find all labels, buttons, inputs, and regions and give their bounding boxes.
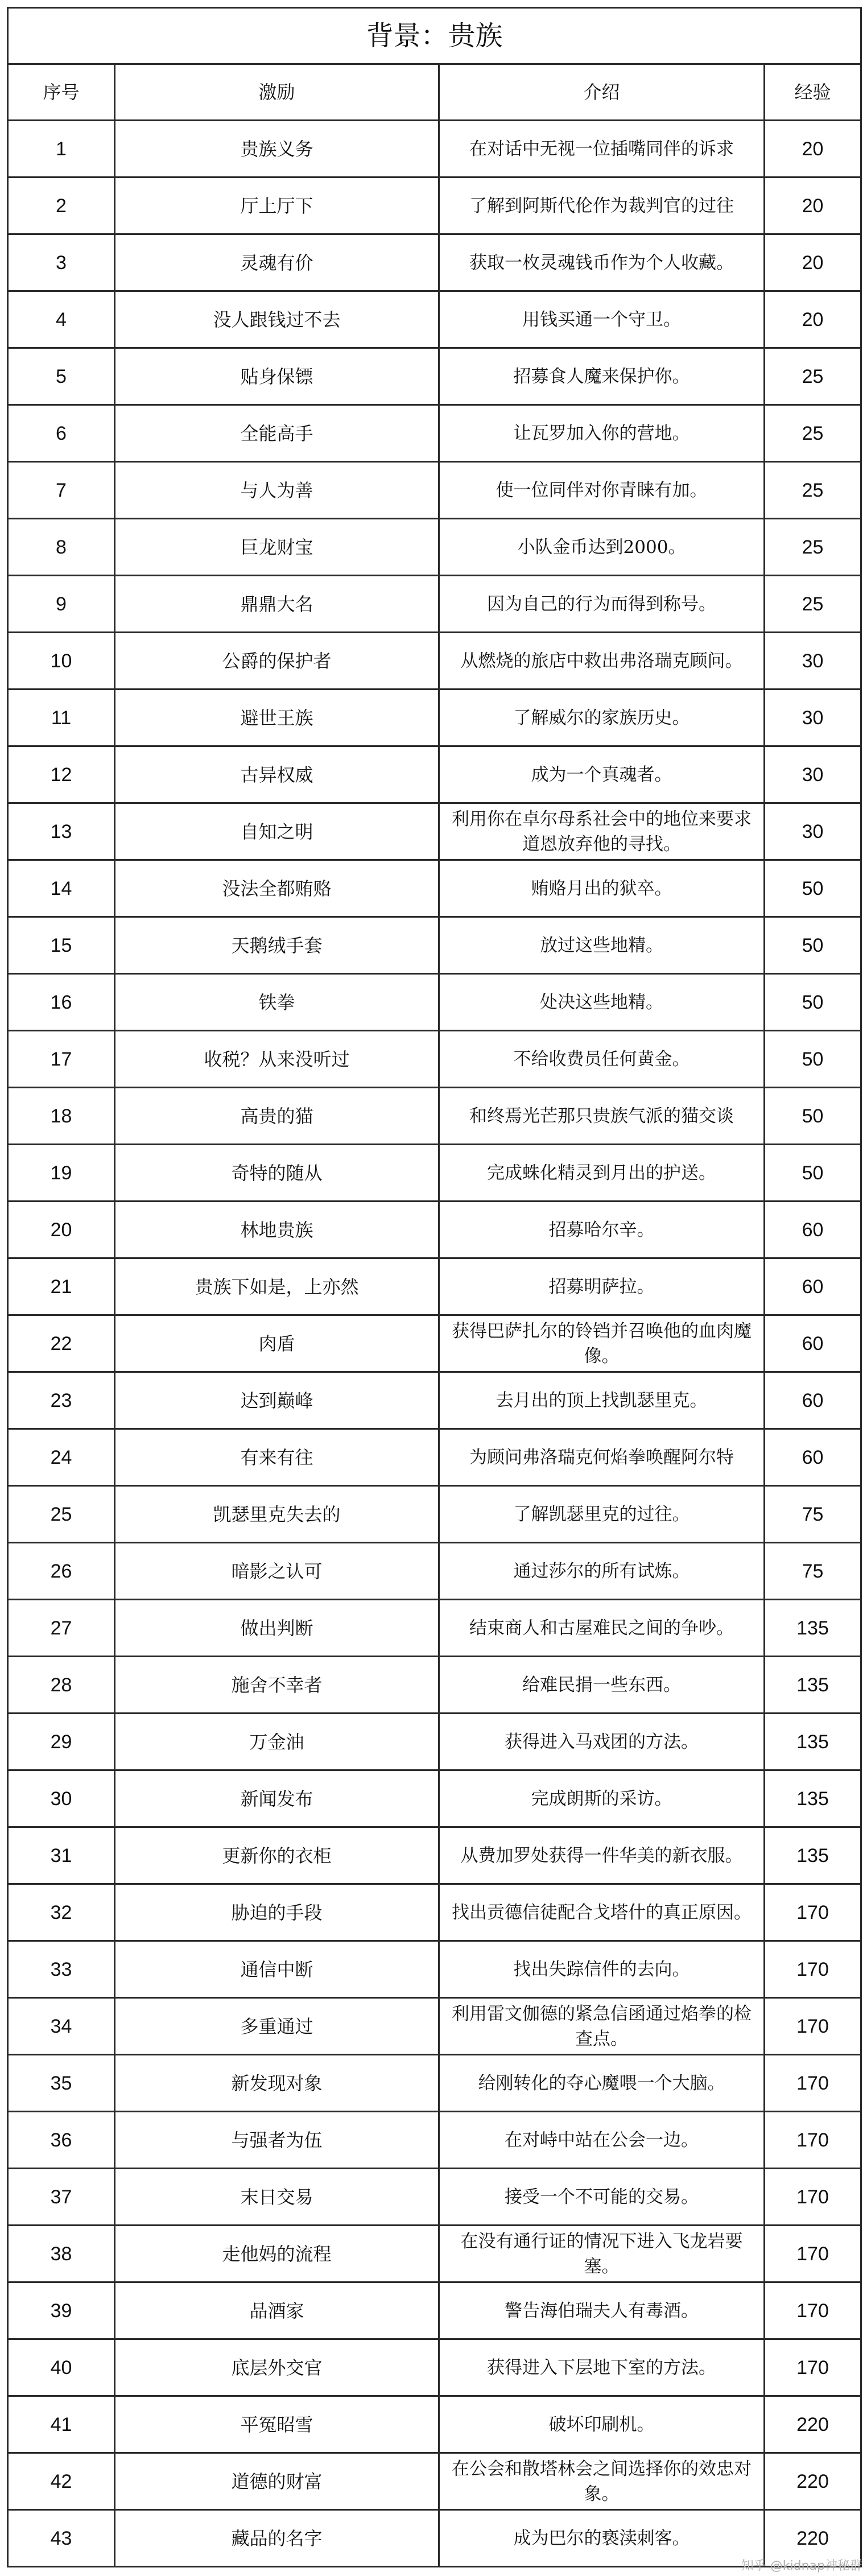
row-index: 27 [8,1600,115,1657]
row-index: 6 [8,405,115,462]
row-motivation: 奇特的随从 [115,1145,439,1202]
row-motivation: 高贵的猫 [115,1088,439,1145]
table-row [8,462,861,519]
row-motivation: 道德的财富 [115,2453,439,2510]
row-description: 使一位同伴对你青睐有加。 [439,462,765,519]
table-row [8,1770,861,1827]
row-experience: 50 [765,1088,861,1145]
row-index: 25 [8,1486,115,1543]
row-description: 和终焉光芒那只贵族气派的猫交谈 [439,1088,765,1145]
row-description: 通过莎尔的所有试炼。 [439,1543,765,1600]
table-title: 背景：贵族 [8,8,861,64]
row-experience: 220 [765,2396,861,2453]
row-index: 34 [8,1998,115,2055]
row-index: 24 [8,1429,115,1486]
row-description: 了解凯瑟里克的过往。 [439,1486,765,1543]
table-row [8,917,861,974]
row-experience: 60 [765,1202,861,1258]
row-index: 36 [8,2112,115,2169]
row-description: 找出贡德信徒配合戈塔什的真正原因。 [439,1884,765,1941]
row-index: 21 [8,1258,115,1315]
table-row [8,1429,861,1486]
table-row [8,2510,861,2567]
row-motivation: 贴身保镖 [115,348,439,405]
row-motivation: 新闻发布 [115,1770,439,1827]
row-index: 28 [8,1657,115,1714]
row-experience: 25 [765,462,861,519]
row-experience: 20 [765,177,861,234]
row-motivation: 天鹅绒手套 [115,917,439,974]
row-experience: 50 [765,974,861,1031]
row-experience: 25 [765,405,861,462]
row-experience: 60 [765,1429,861,1486]
table-row [8,1486,861,1543]
row-experience: 50 [765,917,861,974]
row-motivation: 古异权威 [115,746,439,803]
table-row [8,1145,861,1202]
row-description: 完成蛛化精灵到月出的护送。 [439,1145,765,1202]
row-description: 获得进入马戏团的方法。 [439,1714,765,1770]
table-row [8,1031,861,1088]
row-index: 42 [8,2453,115,2510]
row-index: 1 [8,121,115,177]
table-row [8,2112,861,2169]
row-index: 35 [8,2055,115,2112]
row-motivation: 万金油 [115,1714,439,1770]
row-index: 20 [8,1202,115,1258]
row-index: 3 [8,234,115,291]
row-motivation: 凯瑟里克失去的 [115,1486,439,1543]
row-index: 15 [8,917,115,974]
row-motivation: 巨龙财宝 [115,519,439,576]
row-experience: 60 [765,1315,861,1372]
row-index: 41 [8,2396,115,2453]
table-row [8,803,861,860]
row-index: 23 [8,1372,115,1429]
row-description: 小队金币达到2000。 [439,519,765,576]
table-row [8,291,861,348]
row-description: 获取一枚灵魂钱币作为个人收藏。 [439,234,765,291]
row-experience: 75 [765,1486,861,1543]
table-row [8,177,861,234]
row-motivation: 收税？从来没听过 [115,1031,439,1088]
table-row [8,633,861,690]
row-description: 招募明萨拉。 [439,1258,765,1315]
row-description: 因为自己的行为而得到称号。 [439,576,765,633]
row-index: 38 [8,2226,115,2282]
row-motivation: 全能高手 [115,405,439,462]
row-index: 22 [8,1315,115,1372]
row-experience: 135 [765,1714,861,1770]
table-row [8,121,861,177]
row-experience: 170 [765,2339,861,2396]
row-description: 利用雷文伽德的紧急信函通过焰拳的检查点。 [439,1998,765,2055]
row-description: 找出失踪信件的去向。 [439,1941,765,1998]
row-motivation: 胁迫的手段 [115,1884,439,1941]
row-description: 接受一个不可能的交易。 [439,2169,765,2226]
row-index: 4 [8,291,115,348]
table-row [8,1543,861,1600]
row-description: 不给收费员任何黄金。 [439,1031,765,1088]
header-row [8,64,861,121]
row-experience: 30 [765,633,861,690]
table-row [8,405,861,462]
row-experience: 220 [765,2510,861,2567]
row-motivation: 做出判断 [115,1600,439,1657]
row-motivation: 鼎鼎大名 [115,576,439,633]
row-description: 让瓦罗加入你的营地。 [439,405,765,462]
table-row [8,1714,861,1770]
row-motivation: 与强者为伍 [115,2112,439,2169]
row-motivation: 公爵的保护者 [115,633,439,690]
row-index: 16 [8,974,115,1031]
row-experience: 60 [765,1258,861,1315]
table-row [8,690,861,746]
row-experience: 170 [765,2282,861,2339]
row-motivation: 藏品的名字 [115,2510,439,2567]
row-motivation: 施舍不幸者 [115,1657,439,1714]
header-index: 序号 [8,64,115,121]
table-row [8,2339,861,2396]
row-description: 放过这些地精。 [439,917,765,974]
row-experience: 170 [765,2112,861,2169]
row-experience: 170 [765,2169,861,2226]
row-description: 从费加罗处获得一件华美的新衣服。 [439,1827,765,1884]
row-description: 为顾问弗洛瑞克何焰拳唤醒阿尔特 [439,1429,765,1486]
row-description: 警告海伯瑞夫人有毒酒。 [439,2282,765,2339]
row-index: 5 [8,348,115,405]
row-motivation: 避世王族 [115,690,439,746]
row-description: 获得进入下层地下室的方法。 [439,2339,765,2396]
table-row [8,576,861,633]
row-description: 用钱买通一个守卫。 [439,291,765,348]
row-index: 7 [8,462,115,519]
table-row [8,974,861,1031]
watermark-text: 知乎 @kidnap神秘群 [741,2559,862,2573]
row-experience: 135 [765,1600,861,1657]
row-index: 8 [8,519,115,576]
row-index: 37 [8,2169,115,2226]
row-experience: 220 [765,2453,861,2510]
table-row [8,348,861,405]
row-experience: 60 [765,1372,861,1429]
row-description: 在对话中无视一位插嘴同伴的诉求 [439,121,765,177]
row-description: 处决这些地精。 [439,974,765,1031]
row-experience: 50 [765,1145,861,1202]
row-description: 完成朗斯的采访。 [439,1770,765,1827]
table-row [8,1941,861,1998]
table-row [8,1088,861,1145]
row-description: 成为巴尔的亵渎刺客。 [439,2510,765,2567]
row-index: 12 [8,746,115,803]
row-experience: 25 [765,519,861,576]
row-experience: 170 [765,1998,861,2055]
row-experience: 30 [765,746,861,803]
table-row [8,2282,861,2339]
row-index: 31 [8,1827,115,1884]
table-row [8,1998,861,2055]
row-index: 11 [8,690,115,746]
table-row [8,1600,861,1657]
row-description: 利用你在卓尔母系社会中的地位来要求道恩放弃他的寻找。 [439,803,765,860]
row-description: 成为一个真魂者。 [439,746,765,803]
row-description: 破坏印刷机。 [439,2396,765,2453]
row-motivation: 灵魂有价 [115,234,439,291]
row-description: 招募哈尔辛。 [439,1202,765,1258]
row-motivation: 自知之明 [115,803,439,860]
row-description: 从燃烧的旅店中救出弗洛瑞克顾问。 [439,633,765,690]
data-sheet [7,7,860,2567]
row-motivation: 与人为善 [115,462,439,519]
row-experience: 170 [765,1941,861,1998]
row-experience: 170 [765,2226,861,2282]
row-motivation: 贵族下如是，上亦然 [115,1258,439,1315]
row-motivation: 没人跟钱过不去 [115,291,439,348]
row-experience: 20 [765,121,861,177]
row-experience: 50 [765,1031,861,1088]
table-row [8,2453,861,2510]
row-motivation: 品酒家 [115,2282,439,2339]
row-experience: 135 [765,1770,861,1827]
row-experience: 75 [765,1543,861,1600]
table-row [8,1884,861,1941]
row-index: 29 [8,1714,115,1770]
row-description: 在公会和散塔林会之间选择你的效忠对象。 [439,2453,765,2510]
row-index: 18 [8,1088,115,1145]
row-motivation: 通信中断 [115,1941,439,1998]
row-description: 了解威尔的家族历史。 [439,690,765,746]
row-description: 去月出的顶上找凯瑟里克。 [439,1372,765,1429]
row-description: 给刚转化的夺心魔喂一个大脑。 [439,2055,765,2112]
table-row [8,519,861,576]
row-experience: 25 [765,348,861,405]
row-index: 2 [8,177,115,234]
row-motivation: 没法全都贿赂 [115,860,439,917]
row-experience: 20 [765,234,861,291]
row-motivation: 走他妈的流程 [115,2226,439,2282]
row-index: 19 [8,1145,115,1202]
row-motivation: 林地贵族 [115,1202,439,1258]
table-row [8,1372,861,1429]
table-row [8,1315,861,1372]
row-index: 33 [8,1941,115,1998]
row-experience: 30 [765,803,861,860]
row-index: 32 [8,1884,115,1941]
table-row [8,1827,861,1884]
row-motivation: 更新你的衣柜 [115,1827,439,1884]
row-index: 17 [8,1031,115,1088]
row-motivation: 有来有往 [115,1429,439,1486]
row-motivation: 平冤昭雪 [115,2396,439,2453]
row-motivation: 暗影之认可 [115,1543,439,1600]
row-index: 40 [8,2339,115,2396]
row-experience: 50 [765,860,861,917]
row-experience: 30 [765,690,861,746]
row-motivation: 贵族义务 [115,121,439,177]
row-index: 13 [8,803,115,860]
row-experience: 170 [765,2055,861,2112]
row-description: 招募食人魔来保护你。 [439,348,765,405]
row-motivation: 新发现对象 [115,2055,439,2112]
row-description: 结束商人和古屋难民之间的争吵。 [439,1600,765,1657]
row-experience: 20 [765,291,861,348]
row-motivation: 厅上厅下 [115,177,439,234]
row-description: 贿赂月出的狱卒。 [439,860,765,917]
row-index: 9 [8,576,115,633]
row-index: 26 [8,1543,115,1600]
row-experience: 170 [765,1884,861,1941]
row-index: 39 [8,2282,115,2339]
row-index: 14 [8,860,115,917]
row-description: 给难民捐一些东西。 [439,1657,765,1714]
row-index: 10 [8,633,115,690]
row-experience: 25 [765,576,861,633]
table-row [8,2396,861,2453]
row-motivation: 多重通过 [115,1998,439,2055]
row-motivation: 肉盾 [115,1315,439,1372]
row-description: 在对峙中站在公会一边。 [439,2112,765,2169]
table-row [8,2226,861,2282]
row-motivation: 铁拳 [115,974,439,1031]
table-row [8,860,861,917]
row-experience: 135 [765,1827,861,1884]
table-row [8,1202,861,1258]
table-row [8,2169,861,2226]
row-index: 43 [8,2510,115,2567]
table-row [8,1657,861,1714]
table-row [8,234,861,291]
row-index: 30 [8,1770,115,1827]
table-body [8,121,861,2567]
row-motivation: 底层外交官 [115,2339,439,2396]
row-description: 获得巴萨扎尔的铃铛并召唤他的血肉魔像。 [439,1315,765,1372]
header-description: 介绍 [439,64,765,121]
title-row [8,8,861,64]
header-motivation: 激励 [115,64,439,121]
table-row [8,746,861,803]
motivation-table [7,7,862,2567]
row-motivation: 末日交易 [115,2169,439,2226]
table-row [8,1258,861,1315]
row-experience: 135 [765,1657,861,1714]
header-experience: 经验 [765,64,861,121]
table-row [8,2055,861,2112]
row-motivation: 达到巅峰 [115,1372,439,1429]
row-description: 在没有通行证的情况下进入飞龙岩要塞。 [439,2226,765,2282]
row-description: 了解到阿斯代伦作为裁判官的过往 [439,177,765,234]
